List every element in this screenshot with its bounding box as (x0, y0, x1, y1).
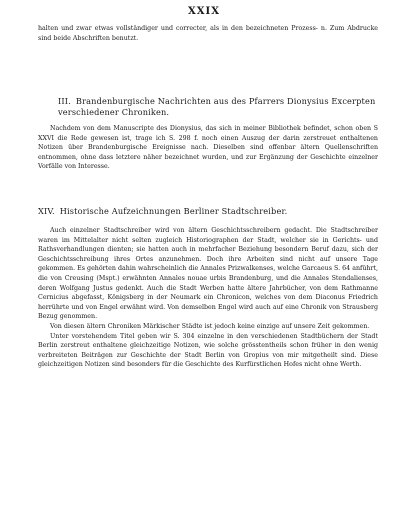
section-14-paragraph-1: Auch einzelner Stadtschreiber wird von ältern Geschichtsschreibern gedacht. Die Stadtschreiber waren im Mittelalter nicht selten zugleich Historiographen der Stadt, welcher sie in Gerichts- und Rathsverhandlungen dienten; sie hatten auch in mehrfacher Beziehung besondern Beruf dazu, sich der Geschichtsschreibung ihres Ortes anzunehmen. Doch ihre Arbeiten sind nicht auf unsere Tage gekommen. Es gehörten dahin wahrscheinlich die Annales Prizwalkenses, welche Garcaeus S. 64 anführt, die von Creusing (Mspt.) erwähnten Annales nouae urbis Brandenburg, und die Annales Stendalienses, deren Wolfgang Justus gedenkt. Auch die Stadt Werben hatte ältere Jahrbücher, von dem Rathmanne Cernicius abgefasst, Königsberg in der Neumark ein Chronicon, welches von dem Diaconus Friedrich herrührte und von Engel erwähnt wird. Von demselben Engel wird auch auf eine Chronik von Strausberg Bezug genommen. (38, 227, 378, 321)
section-14-heading (38, 206, 383, 217)
intro-text: halten und zwar etwas vollständiger und correcter, als in den bezeichneten Prozess- n. Zum Abdrucke sind beide Abschriften benutzt. (38, 25, 378, 42)
section-3-body (38, 124, 378, 172)
section-14-number: XIV. (38, 206, 55, 216)
section-14-body (38, 226, 378, 370)
intro-paragraph (38, 24, 378, 43)
section-14-paragraph-3: Unter vorstehendem Titel geben wir S. 304 einzelne in den verschiedenen Stadtbüchern der Stadt Berlin zerstreut enthaltene gleichzeitige Notizen, wie solche grösstentheils schon früher in den wenig verbreiteten Beiträgen zur Geschichte der Stadt Berlin von Gropius von mir mitgetheilt sind. Diese gleichzeitigen Notizen sind besonders für die Geschichte des Kurfürstlichen Hofes nicht ohne Werth. (38, 332, 378, 369)
section-3-number: III. (58, 96, 71, 106)
section-3-paragraph: Nachdem von dem Manuscripte des Dionysius, das sich in meiner Bibliothek befindet, schon oben S XXVI die Rede gewesen ist, trage ich S. 298 f. noch einen Auszug der darin zerstreuet enthaltenen Notizen über Brandenburgische Ereignisse nach. Dieselben sind offenbar ältern Quellenschriften entnommen, ohne dass letztere näher bezeichnet wurden, und zur Ergänzung der Geschichte einzelner Vorfälle von Interesse. (38, 125, 378, 171)
page-number: XXIX (188, 6, 220, 17)
section-14-title: Historische Aufzeichnungen Berliner Stadtschreiber. (59, 206, 288, 216)
section-14-paragraph-2: Von diesen ältern Chroniken Märkischer Städte ist jedoch keine einzige auf unsere Zeit gekommen. (50, 322, 370, 330)
section-3-title: Brandenburgische Nachrichten aus des Pfarrers Dionysius Excerpten verschiedener Chroniken. (58, 96, 376, 117)
section-3-heading (58, 96, 378, 118)
